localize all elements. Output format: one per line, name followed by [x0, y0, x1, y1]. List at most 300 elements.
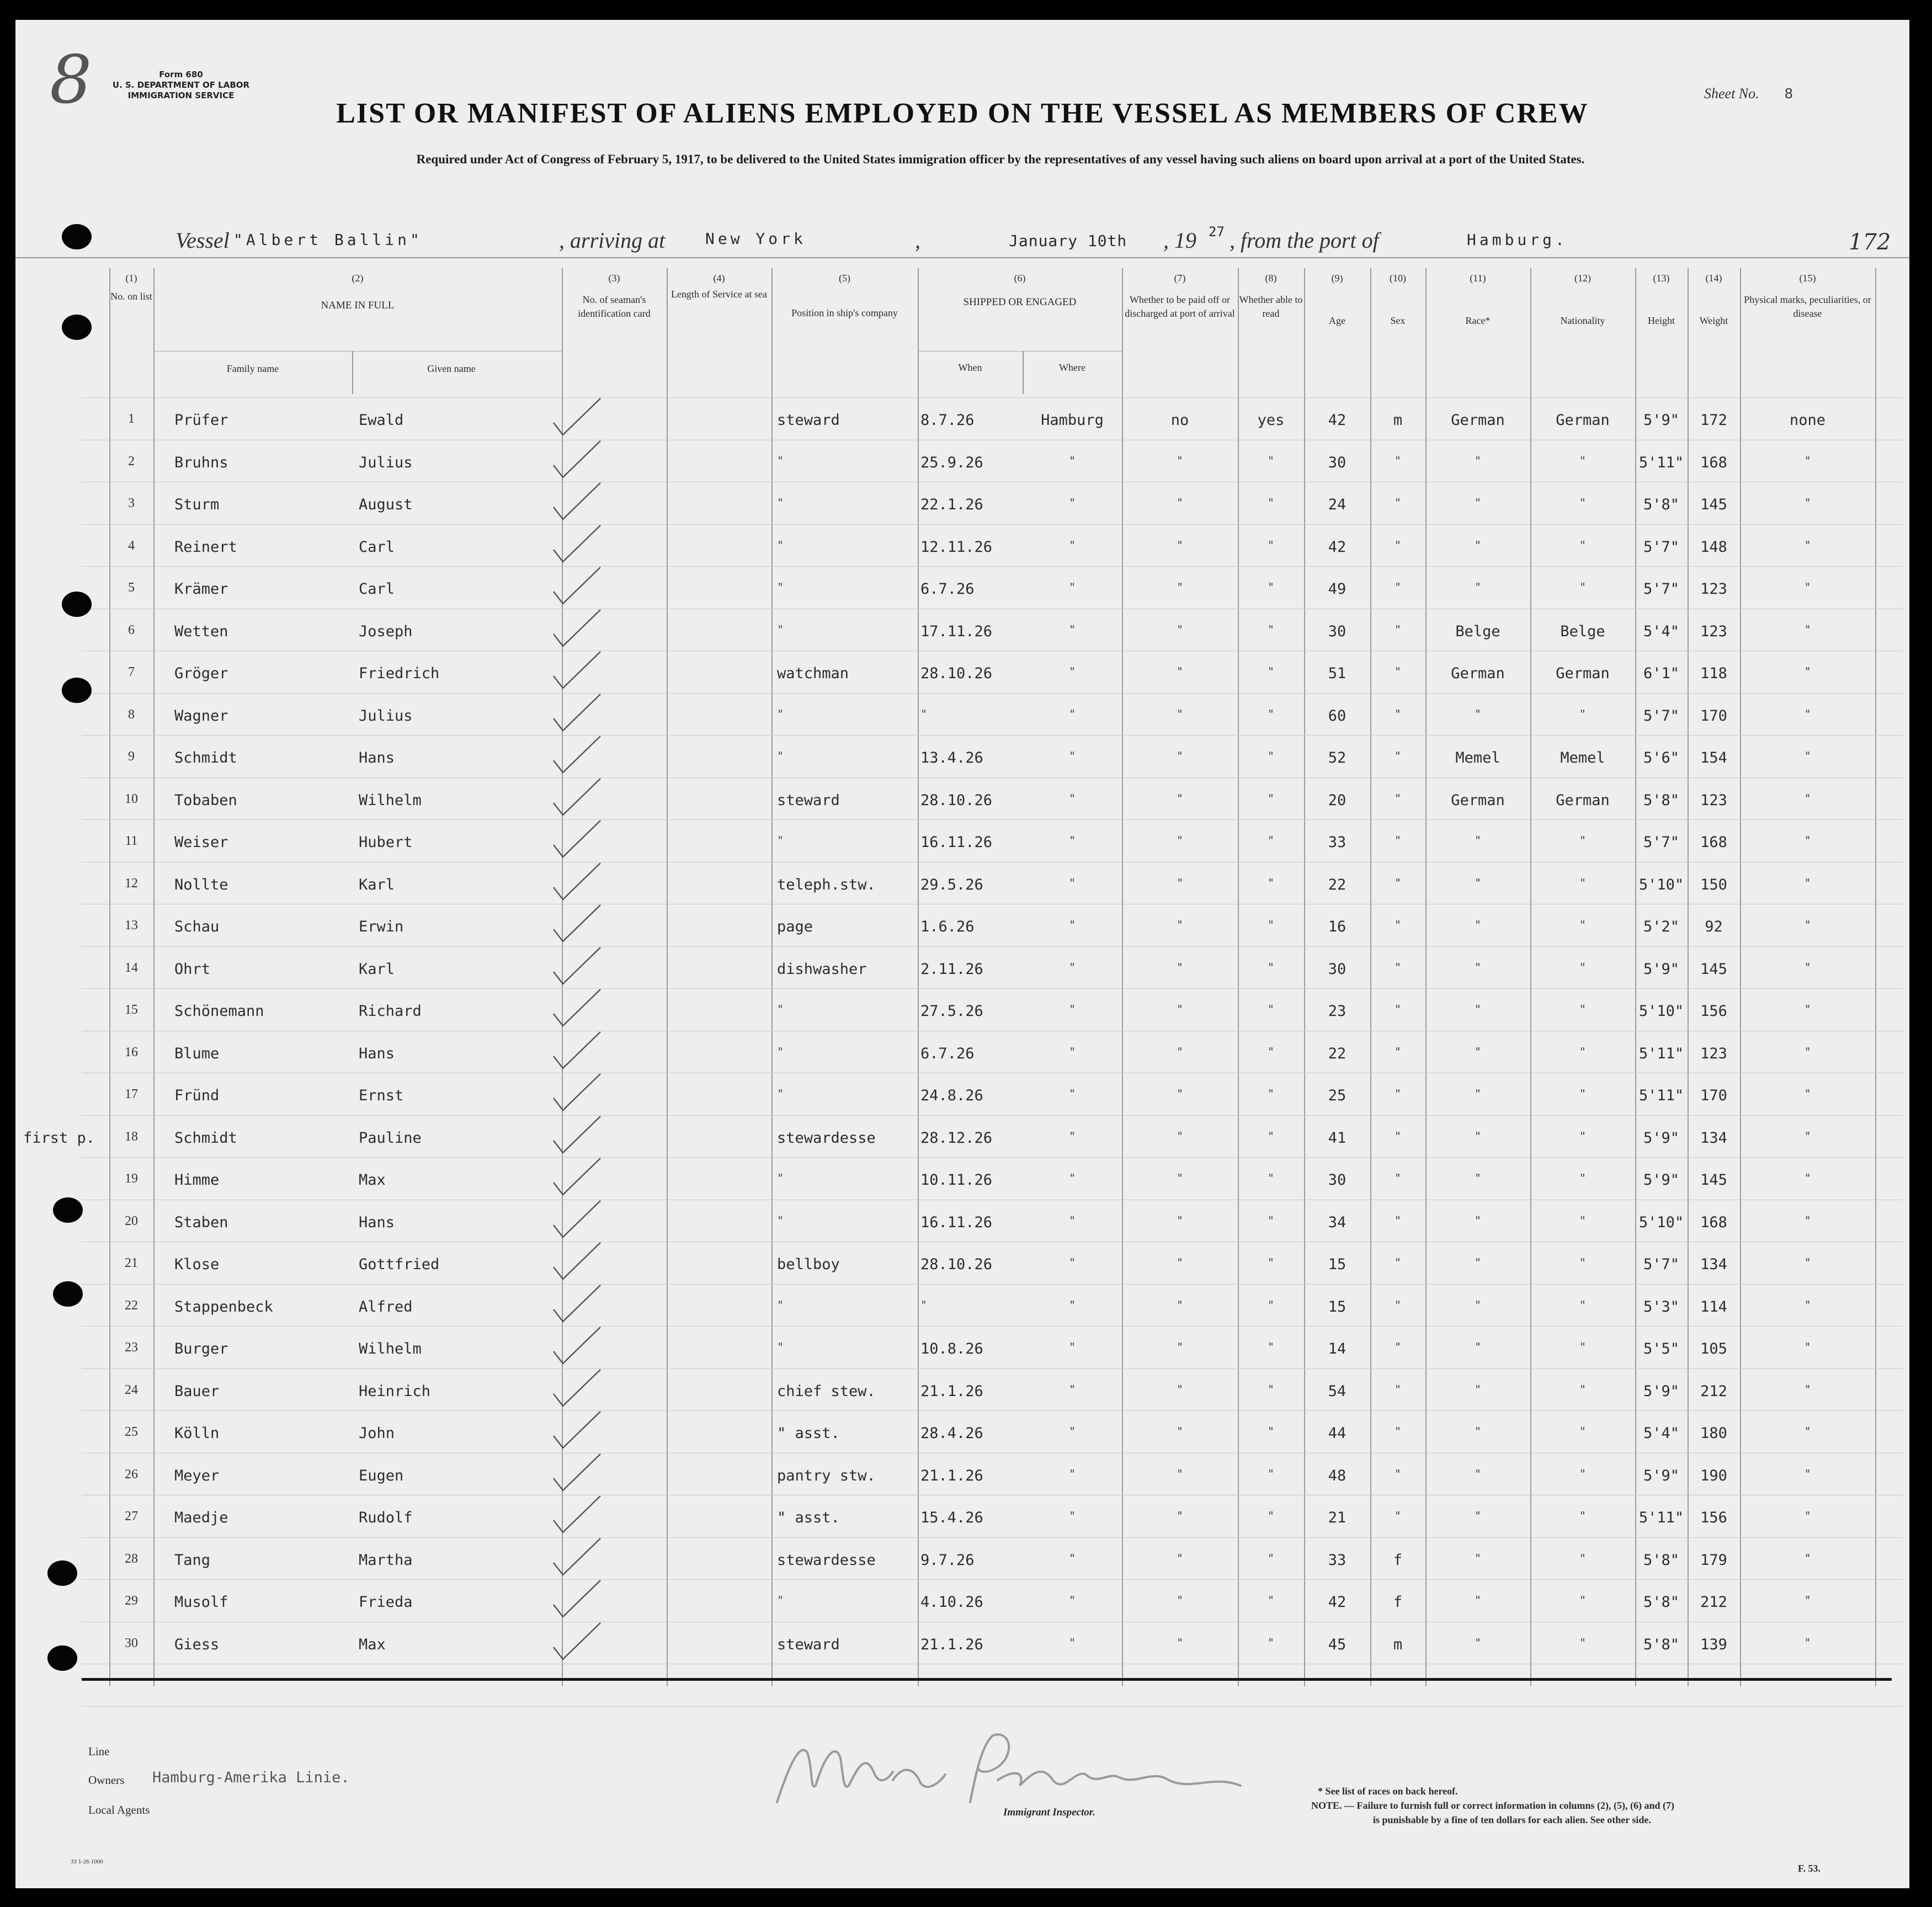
cell-sex: " — [1394, 792, 1402, 805]
cell-no: 6 — [128, 623, 135, 637]
cell-marks: " — [1804, 1383, 1811, 1396]
col-header-race: (11) Race* — [1465, 273, 1491, 326]
row-rule — [82, 1157, 1903, 1158]
cell-no: 4 — [128, 539, 135, 553]
cell-sex: " — [1394, 918, 1402, 931]
cell-race: " — [1474, 1425, 1482, 1438]
cell-when: 2.11.26 — [920, 961, 983, 978]
cell-age: 15 — [1328, 1256, 1346, 1273]
page-subtitle: Required under Act of Congress of February 5, 1917, to be delivered to the United States immigration officer by the representatives of any vessel having such aliens on board upon arrival at a port of the United States. — [416, 152, 1585, 166]
cell-nat: Belge — [1560, 623, 1605, 640]
page-number: 172 — [1849, 230, 1891, 255]
cell-height: 5'11" — [1638, 454, 1684, 471]
cell-race: " — [1474, 1003, 1482, 1016]
cell-nat: " — [1579, 454, 1587, 467]
cell-paid: " — [1176, 1340, 1184, 1354]
cell-paid: " — [1176, 623, 1184, 636]
punch-hole — [47, 1560, 77, 1586]
cell-race: German — [1451, 665, 1505, 682]
cell-no: 17 — [125, 1087, 138, 1101]
cell-position: " — [777, 749, 784, 763]
column-rule — [918, 268, 919, 1686]
cell-nat: " — [1579, 1214, 1587, 1227]
punch-hole — [62, 592, 92, 617]
cell-nat: " — [1579, 1256, 1587, 1269]
cell-age: 42 — [1328, 1594, 1346, 1611]
cell-age: 42 — [1328, 539, 1346, 556]
cell-given: John — [359, 1425, 395, 1442]
cell-where: " — [1068, 1594, 1076, 1607]
owners-value: Hamburg-Amerika Linie. — [152, 1769, 350, 1786]
cell-position: " — [777, 1045, 784, 1058]
cell-where: " — [1068, 749, 1076, 763]
cell-position: stewardesse — [777, 1130, 876, 1147]
cell-race: " — [1474, 961, 1482, 974]
cell-weight: 123 — [1700, 580, 1727, 598]
cell-age: 25 — [1328, 1087, 1346, 1104]
cell-race: " — [1474, 1594, 1482, 1607]
row-rule — [82, 1284, 1903, 1285]
cell-race: " — [1474, 876, 1482, 889]
cell-paid: " — [1176, 1171, 1184, 1185]
cell-age: 22 — [1328, 876, 1346, 893]
penalty-note-line-1: NOTE. — Failure to furnish full or correct information in columns (2), (5), (6) and (7) — [1311, 1800, 1674, 1811]
margin-mark: 8 — [50, 42, 92, 119]
cell-marks: " — [1804, 496, 1811, 509]
cell-nat: " — [1579, 1045, 1587, 1058]
col-header-id-card: (3) No. of seaman's identification card — [578, 273, 651, 319]
cell-race: " — [1474, 1130, 1482, 1143]
cell-sex: " — [1394, 580, 1402, 594]
cell-when: 28.12.26 — [920, 1130, 993, 1147]
cell-age: 30 — [1328, 454, 1346, 471]
cell-given: Eugen — [359, 1467, 404, 1484]
cell-position: " asst. — [777, 1425, 840, 1442]
cell-where: " — [1068, 1087, 1076, 1100]
cell-paid: " — [1176, 1552, 1184, 1565]
cell-height: 5'10" — [1638, 1214, 1684, 1231]
cell-nat: " — [1579, 496, 1587, 509]
cell-nat: " — [1579, 1552, 1587, 1565]
cell-read: " — [1267, 1003, 1275, 1016]
cell-sex: " — [1394, 1003, 1402, 1016]
cell-sex: f — [1393, 1594, 1403, 1611]
cell-height: 5'9" — [1643, 412, 1680, 429]
cell-height: 5'4" — [1643, 1425, 1680, 1442]
cell-age: 23 — [1328, 1003, 1346, 1020]
cell-when: 16.11.26 — [920, 834, 993, 851]
row-rule — [82, 566, 1903, 567]
cell-when: 15.4.26 — [920, 1509, 983, 1526]
cell-where: " — [1068, 1552, 1076, 1565]
cell-read: " — [1267, 961, 1275, 974]
cell-weight: 145 — [1700, 961, 1727, 978]
cell-family: Schau — [174, 918, 220, 935]
cell-weight: 170 — [1700, 707, 1727, 725]
cell-family: Wetten — [174, 623, 228, 640]
col-header-read: (8) Whether able to read — [1239, 273, 1303, 319]
cell-age: 42 — [1328, 412, 1346, 429]
cell-no: 12 — [125, 876, 138, 891]
cell-marks: " — [1804, 1087, 1811, 1100]
cell-given: Gottfried — [359, 1256, 440, 1273]
cell-family: Stappenbeck — [174, 1298, 273, 1315]
print-code: 33 1-26 1000 — [71, 1858, 103, 1865]
page-title: LIST OR MANIFEST OF ALIENS EMPLOYED ON THE VESSEL AS MEMBERS OF CREW — [336, 98, 1589, 129]
row-rule — [82, 946, 1903, 947]
cell-given: Hans — [359, 1045, 395, 1062]
cell-marks: none — [1789, 412, 1826, 429]
checkmark-icon — [523, 985, 611, 1029]
cell-given: Max — [359, 1636, 386, 1653]
cell-position: page — [777, 918, 813, 935]
cell-sex: " — [1394, 665, 1402, 678]
cell-read: " — [1267, 876, 1275, 889]
cell-paid: " — [1176, 665, 1184, 678]
cell-weight: 92 — [1705, 918, 1723, 935]
cell-weight: 114 — [1700, 1298, 1727, 1315]
cell-position: stewardesse — [777, 1552, 876, 1569]
col-header-family-name: Family name — [226, 363, 279, 374]
cell-when: 28.10.26 — [920, 792, 993, 809]
cell-family: Tobaben — [174, 792, 237, 809]
cell-family: Bauer — [174, 1383, 220, 1400]
cell-paid: " — [1176, 707, 1184, 721]
cell-marks: " — [1804, 1130, 1811, 1143]
cell-no: 7 — [128, 665, 135, 679]
cell-position: pantry stw. — [777, 1467, 876, 1484]
cell-marks: " — [1804, 454, 1811, 467]
local-agents-label: Local Agents — [88, 1803, 150, 1817]
cell-no: 10 — [125, 792, 138, 806]
cell-read: " — [1267, 1298, 1275, 1312]
checkmark-icon — [523, 1534, 611, 1578]
col-header-when: When — [958, 362, 982, 373]
row-rule — [82, 1115, 1903, 1116]
cell-sex: " — [1394, 876, 1402, 889]
cell-family: Klose — [174, 1256, 220, 1273]
cell-given: Karl — [359, 876, 395, 893]
checkmark-icon — [523, 1576, 611, 1620]
cell-read: " — [1267, 496, 1275, 509]
cell-race: " — [1474, 1171, 1482, 1185]
cell-race: " — [1474, 1552, 1482, 1565]
cell-position: bellboy — [777, 1256, 840, 1273]
cell-height: 5'8" — [1643, 1636, 1680, 1653]
row-rule — [82, 1537, 1903, 1538]
cell-nat: " — [1579, 834, 1587, 847]
checkmark-icon — [523, 1450, 611, 1494]
cell-where: " — [1068, 1003, 1076, 1016]
cell-when: 9.7.26 — [920, 1552, 975, 1569]
cell-race: " — [1474, 1383, 1482, 1396]
cell-when: 27.5.26 — [920, 1003, 983, 1020]
punch-hole — [62, 315, 92, 340]
cell-marks: " — [1804, 1636, 1811, 1649]
cell-marks: " — [1804, 1003, 1811, 1016]
checkmark-icon — [523, 1281, 611, 1325]
cell-when: 28.4.26 — [920, 1425, 983, 1442]
checkmark-icon — [523, 732, 611, 776]
cell-age: 52 — [1328, 749, 1346, 766]
cell-paid: " — [1176, 1256, 1184, 1269]
row-rule — [82, 1706, 1903, 1707]
cell-nat: " — [1579, 1594, 1587, 1607]
checkmark-icon — [523, 1407, 611, 1451]
cell-paid: " — [1176, 496, 1184, 509]
cell-no: 22 — [125, 1298, 138, 1313]
col-header-name: (2) NAME IN FULL — [321, 273, 395, 311]
cell-weight: 156 — [1700, 1003, 1727, 1020]
column-rule — [771, 268, 773, 1686]
cell-position: " — [777, 623, 784, 636]
cell-family: Giess — [174, 1636, 220, 1653]
cell-sex: " — [1394, 834, 1402, 847]
cell-sex: f — [1393, 1552, 1403, 1569]
cell-read: " — [1267, 623, 1275, 636]
cell-when: 24.8.26 — [920, 1087, 983, 1104]
cell-position: " — [777, 539, 784, 552]
year-prefix: , 19 — [1163, 228, 1196, 253]
cell-marks: " — [1804, 1594, 1811, 1607]
row-rule — [82, 1410, 1903, 1411]
cell-no: 16 — [125, 1045, 138, 1059]
col-header-nationality: (12) Nationality — [1560, 273, 1605, 326]
cell-height: 6'1" — [1643, 665, 1680, 682]
cell-read: " — [1267, 707, 1275, 721]
cell-height: 5'7" — [1643, 1256, 1680, 1273]
inspector-signature — [755, 1719, 1285, 1813]
cell-when: 6.7.26 — [920, 1045, 975, 1062]
cell-weight: 172 — [1700, 412, 1727, 429]
cell-nat: " — [1579, 1467, 1587, 1480]
cell-height: 5'9" — [1643, 1130, 1680, 1147]
column-rule — [1875, 268, 1876, 1686]
punch-hole — [62, 678, 92, 703]
cell-age: 33 — [1328, 834, 1346, 851]
cell-no: 30 — [125, 1636, 138, 1650]
cell-nat: German — [1556, 412, 1610, 429]
cell-when: 21.1.26 — [920, 1636, 983, 1653]
cell-position: teleph.stw. — [777, 876, 876, 893]
cell-weight: 212 — [1700, 1383, 1727, 1400]
cell-sex: " — [1394, 1171, 1402, 1185]
cell-race: " — [1474, 1636, 1482, 1649]
cell-marks: " — [1804, 876, 1811, 889]
cell-read: " — [1267, 834, 1275, 847]
cell-age: 54 — [1328, 1383, 1346, 1400]
cell-weight: 145 — [1700, 496, 1727, 513]
checkmark-icon — [523, 1196, 611, 1240]
cell-height: 5'11" — [1638, 1509, 1684, 1526]
from-port-label: , from the port of — [1230, 228, 1379, 253]
cell-position: " — [777, 1171, 784, 1185]
cell-height: 5'3" — [1643, 1298, 1680, 1315]
cell-where: " — [1068, 876, 1076, 889]
cell-marks: " — [1804, 1214, 1811, 1227]
cell-given: Pauline — [359, 1130, 422, 1147]
cell-paid: " — [1176, 1425, 1184, 1438]
cell-height: 5'4" — [1643, 623, 1680, 640]
manifest-sheet — [15, 20, 1909, 1888]
cell-when: 28.10.26 — [920, 665, 993, 682]
cell-weight: 168 — [1700, 1214, 1727, 1231]
cell-weight: 134 — [1700, 1130, 1727, 1147]
cell-no: 27 — [125, 1509, 138, 1524]
departure-port: Hamburg. — [1467, 231, 1568, 249]
cell-height: 5'7" — [1643, 834, 1680, 851]
cell-family: Krämer — [174, 580, 228, 598]
checkmark-icon — [523, 1112, 611, 1156]
cell-family: Ohrt — [174, 961, 211, 978]
cell-when: 25.9.26 — [920, 454, 983, 471]
form-identifier — [82, 70, 280, 101]
cell-no: 8 — [128, 707, 135, 722]
punch-hole — [62, 224, 92, 249]
col-header-height: (13) Height — [1648, 273, 1675, 326]
cell-where: " — [1068, 918, 1076, 931]
cell-where: " — [1068, 1509, 1076, 1522]
cell-paid: " — [1176, 1594, 1184, 1607]
cell-family: Tang — [174, 1552, 211, 1569]
cell-sex: " — [1394, 1298, 1402, 1312]
cell-marks: " — [1804, 623, 1811, 636]
cell-given: Joseph — [359, 623, 413, 640]
cell-age: 20 — [1328, 792, 1346, 809]
cell-height: 5'7" — [1643, 707, 1680, 725]
cell-read: " — [1267, 1087, 1275, 1100]
cell-given: Richard — [359, 1003, 422, 1020]
cell-race: Belge — [1455, 623, 1500, 640]
cell-race: " — [1474, 1214, 1482, 1227]
cell-height: 5'9" — [1643, 1467, 1680, 1484]
cell-position: " — [777, 1298, 784, 1312]
cell-no: 13 — [125, 918, 138, 933]
cell-read: " — [1267, 1256, 1275, 1269]
race-note: * See list of races on back hereof. — [1318, 1786, 1458, 1797]
cell-weight: 123 — [1700, 623, 1727, 640]
sheet-number-label: Sheet No. — [1704, 86, 1759, 102]
cell-marks: " — [1804, 1256, 1811, 1269]
cell-age: 14 — [1328, 1340, 1346, 1357]
vessel-label: Vessel — [175, 228, 230, 253]
cell-family: Kölln — [174, 1425, 220, 1442]
cell-given: Heinrich — [359, 1383, 431, 1400]
cell-height: 5'8" — [1643, 1594, 1680, 1611]
cell-position: " — [777, 1214, 784, 1227]
cell-given: Wilhelm — [359, 1340, 422, 1357]
punch-hole — [53, 1281, 83, 1307]
checkmark-icon — [523, 478, 611, 523]
cell-weight: 170 — [1700, 1087, 1727, 1104]
cell-age: 30 — [1328, 1171, 1346, 1189]
cell-paid: " — [1176, 1636, 1184, 1649]
cell-family: Gröger — [174, 665, 228, 682]
cell-nat: " — [1579, 707, 1587, 721]
cell-when: 10.8.26 — [920, 1340, 983, 1357]
cell-given: Max — [359, 1171, 386, 1189]
cell-weight: 150 — [1700, 876, 1727, 893]
cell-race: " — [1474, 1298, 1482, 1312]
checkmark-icon — [523, 816, 611, 860]
cell-nat: " — [1579, 1509, 1587, 1522]
cell-nat: " — [1579, 876, 1587, 889]
cell-read: " — [1267, 1171, 1275, 1185]
cell-paid: " — [1176, 580, 1184, 594]
checkmark-icon — [523, 1069, 611, 1114]
cell-race: German — [1451, 792, 1505, 809]
cell-age: 34 — [1328, 1214, 1346, 1231]
cell-paid: " — [1176, 749, 1184, 763]
cell-age: 21 — [1328, 1509, 1346, 1526]
cell-read: " — [1267, 1045, 1275, 1058]
cell-where: " — [1068, 1340, 1076, 1354]
cell-sex: " — [1394, 1383, 1402, 1396]
cell-where: Hamburg — [1041, 412, 1104, 429]
col-header-service: (4) Length of Service at sea — [671, 273, 767, 300]
cell-position: " — [777, 1003, 784, 1016]
cell-family: Nollte — [174, 876, 228, 893]
cell-nat: " — [1579, 1087, 1587, 1100]
sheet-number-value: 8 — [1785, 85, 1793, 102]
cell-marks: " — [1804, 707, 1811, 721]
cell-marks: " — [1804, 665, 1811, 678]
cell-paid: " — [1176, 792, 1184, 805]
cell-nat: " — [1579, 580, 1587, 594]
checkmark-icon — [523, 647, 611, 691]
cell-family: Maedje — [174, 1509, 228, 1526]
cell-sex: m — [1393, 1636, 1403, 1653]
cell-sex: " — [1394, 1087, 1402, 1100]
cell-position: " — [777, 454, 784, 467]
cell-where: " — [1068, 707, 1076, 721]
cell-where: " — [1068, 1045, 1076, 1058]
cell-read: " — [1267, 1340, 1275, 1354]
col-header-no: (1) No. on list — [110, 273, 152, 302]
cell-weight: 212 — [1700, 1594, 1727, 1611]
cell-read: " — [1267, 580, 1275, 594]
checkmark-icon — [523, 1491, 611, 1536]
cell-no: 11 — [125, 834, 138, 848]
cell-read: " — [1267, 1636, 1275, 1649]
cell-given: Hans — [359, 749, 395, 766]
cell-paid: " — [1176, 539, 1184, 552]
cell-no: 9 — [128, 749, 135, 764]
col-header-given-name: Given name — [427, 363, 476, 374]
cell-read: " — [1267, 1130, 1275, 1143]
cell-family: Wagner — [174, 707, 228, 725]
date-separator: , — [915, 228, 920, 253]
cell-age: 51 — [1328, 665, 1346, 682]
cell-height: 5'10" — [1638, 1003, 1684, 1020]
column-rule — [153, 268, 155, 1686]
cell-sex: " — [1394, 707, 1402, 721]
cell-nat: " — [1579, 539, 1587, 552]
cell-weight: 179 — [1700, 1552, 1727, 1569]
cell-no: 25 — [125, 1425, 138, 1439]
cell-position: watchman — [777, 665, 849, 682]
row-prefix-note: first p. — [23, 1130, 95, 1147]
cell-where: " — [1068, 1383, 1076, 1396]
punch-hole — [47, 1645, 77, 1671]
cell-age: 22 — [1328, 1045, 1346, 1062]
cell-weight: 118 — [1700, 665, 1727, 682]
cell-marks: " — [1804, 918, 1811, 931]
cell-nat: " — [1579, 1383, 1587, 1396]
cell-marks: " — [1804, 1425, 1811, 1438]
cell-no: 2 — [128, 454, 135, 468]
cell-when: " — [920, 707, 928, 721]
